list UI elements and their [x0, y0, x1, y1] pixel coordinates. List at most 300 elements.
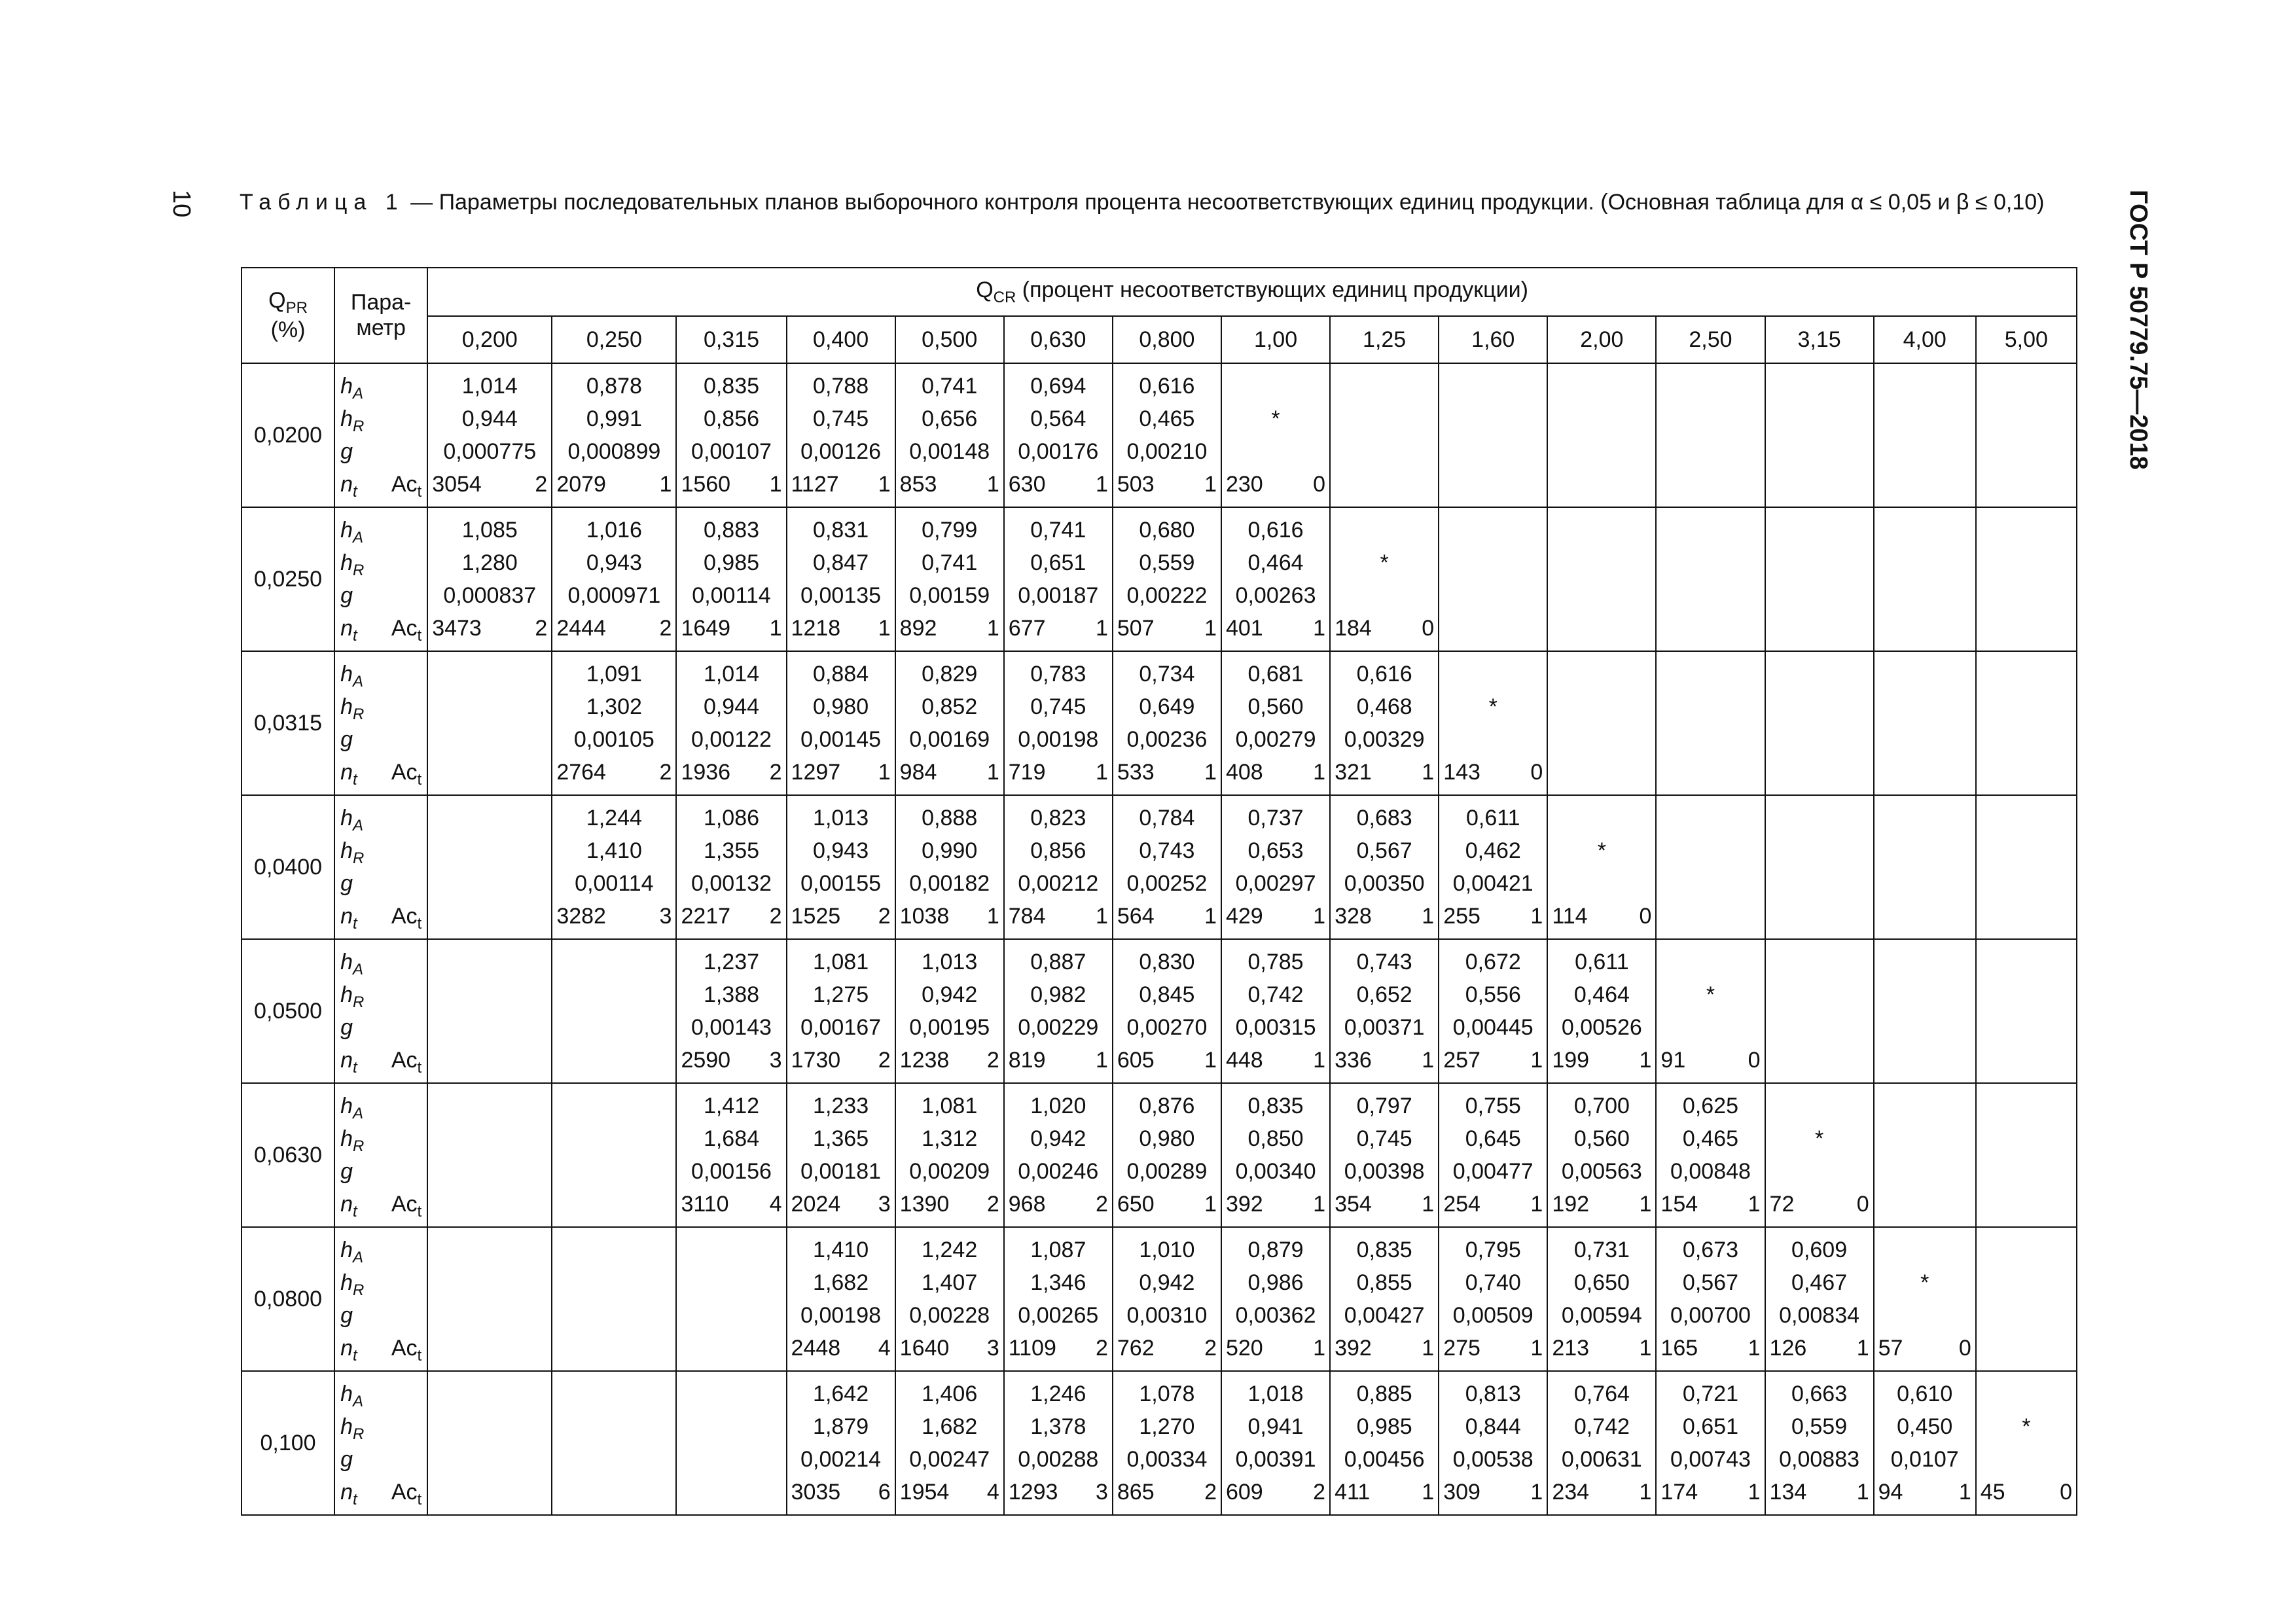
param-sub: R — [353, 1425, 365, 1443]
value-hR: 0,985 — [703, 550, 760, 575]
data-cell — [895, 1227, 1004, 1371]
data-cell — [1439, 1371, 1547, 1515]
value-n: 2448 — [791, 1336, 841, 1361]
n-ac-line — [1222, 756, 1329, 789]
value-n: 234 — [1552, 1480, 1590, 1505]
data-cell — [1765, 1227, 1874, 1371]
value-g: 0,00834 — [1779, 1303, 1860, 1328]
value-g: 0,00176 — [1018, 439, 1099, 464]
data-cell — [676, 507, 786, 651]
value-hR: 0,652 — [1356, 982, 1412, 1007]
value-n: 411 — [1335, 1480, 1371, 1505]
data-cell — [1439, 1083, 1547, 1227]
data-cell — [787, 795, 895, 939]
value-ac: 1 — [769, 472, 782, 497]
value-hR: 0,559 — [1791, 1414, 1848, 1439]
value-n: 605 — [1117, 1048, 1155, 1073]
value-g: 0,00181 — [800, 1159, 882, 1184]
value-g: 0,00236 — [1126, 727, 1208, 752]
value-g: 0,00263 — [1235, 583, 1316, 608]
value-g: 0,00212 — [1018, 871, 1099, 896]
value-ac: 2 — [878, 1048, 891, 1073]
value-hA: 1,642 — [813, 1382, 869, 1406]
value-n: 719 — [1008, 760, 1046, 785]
blank-line — [1657, 946, 1764, 978]
n-ac-line — [1439, 900, 1547, 933]
table-row — [242, 363, 2077, 507]
value-hR: 0,462 — [1465, 838, 1521, 863]
data-cell — [1765, 939, 1874, 1083]
value-hA: 1,086 — [703, 806, 760, 830]
qcr-column-header: 4,00 — [1874, 316, 1976, 363]
value-n: 1560 — [681, 472, 731, 497]
standard-code: ГОСТ Р 50779.75—2018 — [2125, 190, 2152, 470]
data-cell — [1221, 363, 1330, 507]
value-n: 408 — [1225, 760, 1263, 785]
value-g: 0,00198 — [800, 1303, 882, 1328]
qpr-value: 0,0315 — [242, 651, 334, 795]
param-ac: $Ac_t$ — [391, 472, 422, 501]
value-hR: 0,980 — [813, 694, 869, 719]
param-line — [340, 802, 427, 834]
data-cell — [427, 939, 552, 1083]
value-hR: 0,740 — [1465, 1270, 1521, 1295]
param-sub: t — [353, 1058, 357, 1077]
data-cell — [676, 363, 786, 507]
value-n: 134 — [1769, 1480, 1807, 1505]
value-n: 192 — [1552, 1192, 1590, 1217]
qpr-unit: (%) — [270, 317, 306, 342]
qcr-column-header: 1,60 — [1439, 316, 1547, 363]
data-cell — [1656, 939, 1765, 1083]
value-g: 0,00848 — [1670, 1159, 1751, 1184]
value-g: 0,00391 — [1235, 1447, 1316, 1472]
n-ac-line — [1874, 1332, 1975, 1364]
data-cell — [1330, 795, 1439, 939]
value-hA: 1,018 — [1247, 1382, 1304, 1406]
value-hA: 0,731 — [1573, 1238, 1630, 1262]
data-cell — [1330, 1371, 1439, 1515]
param-symbol: h — [340, 982, 353, 1007]
value-hR: 0,745 — [1356, 1126, 1412, 1151]
data-cell — [1656, 651, 1765, 795]
value-hR: 1,270 — [1139, 1414, 1195, 1439]
value-g: 0,00246 — [1018, 1159, 1099, 1184]
star-mark: * — [1706, 982, 1715, 1007]
value-hR: 1,388 — [703, 982, 760, 1007]
param-symbol: h — [340, 406, 353, 431]
value-hA: 0,616 — [1139, 374, 1195, 399]
n-ac-line — [1331, 612, 1438, 645]
value-hA: 0,681 — [1247, 662, 1304, 687]
blank-line — [1548, 802, 1655, 834]
data-cell — [1113, 939, 1221, 1083]
value-ac: 1 — [1204, 472, 1217, 497]
value-hA: 0,783 — [1030, 662, 1086, 687]
value-n: 72 — [1769, 1192, 1795, 1217]
value-n: 1127 — [791, 472, 839, 497]
param-sub: R — [353, 849, 365, 867]
value-ac: 1 — [1748, 1480, 1761, 1505]
n-ac-line — [1657, 1476, 1764, 1508]
value-g: 0,00594 — [1561, 1303, 1642, 1328]
n-ac-line — [1113, 612, 1221, 645]
n-ac-line — [677, 612, 785, 645]
data-cell — [1439, 651, 1547, 795]
n-ac-line — [787, 1332, 895, 1364]
value-ac: 1 — [986, 616, 999, 641]
value-g: 0,00252 — [1126, 871, 1208, 896]
value-g: 0,00229 — [1018, 1015, 1099, 1040]
data-cell — [1874, 1083, 1976, 1227]
value-n: 257 — [1443, 1048, 1480, 1073]
n-ac-line — [677, 756, 785, 789]
value-ac: 1 — [1313, 1336, 1326, 1361]
param-symbol: g — [340, 871, 353, 896]
data-cell — [1547, 1227, 1656, 1371]
value-ac: 2 — [769, 904, 782, 929]
value-ac: 1 — [1639, 1480, 1652, 1505]
value-g: 0,00700 — [1670, 1303, 1751, 1328]
value-g: 0,00210 — [1126, 439, 1208, 464]
value-hA: 0,737 — [1247, 806, 1304, 830]
param-symbol: g — [340, 439, 353, 464]
param-line — [340, 658, 427, 690]
n-ac-line — [1222, 468, 1329, 501]
value-ac: 1 — [1204, 904, 1217, 929]
data-cell — [1113, 1227, 1221, 1371]
n-ac-line — [552, 756, 675, 789]
n-ac-line — [1222, 900, 1329, 933]
value-n: 154 — [1660, 1192, 1698, 1217]
param-labels — [334, 1227, 427, 1371]
value-hA: 0,788 — [813, 374, 869, 399]
data-cell — [1221, 1083, 1330, 1227]
data-cell — [895, 1371, 1004, 1515]
value-n: 328 — [1335, 904, 1372, 929]
value-n: 1109 — [1008, 1336, 1056, 1361]
value-hA: 0,700 — [1573, 1094, 1630, 1118]
value-n: 3282 — [556, 904, 606, 929]
qcr-column-header: 2,50 — [1656, 316, 1765, 363]
value-hR: 0,645 — [1465, 1126, 1521, 1151]
param-symbol: h — [340, 694, 353, 719]
value-ac: 1 — [1313, 1048, 1326, 1073]
param-sub: A — [353, 672, 364, 690]
value-hA: 0,673 — [1682, 1238, 1739, 1262]
value-ac: 1 — [1958, 1480, 1971, 1505]
value-ac: 1 — [1422, 1048, 1435, 1073]
value-hR: 0,742 — [1247, 982, 1304, 1007]
data-cell — [1330, 939, 1439, 1083]
data-cell — [1547, 1083, 1656, 1227]
param-sub: t — [353, 914, 357, 933]
param-symbol: g — [340, 1159, 353, 1184]
param-sub: A — [353, 816, 364, 834]
value-g: 0,00631 — [1561, 1447, 1642, 1472]
value-n: 254 — [1443, 1192, 1480, 1217]
value-n: 762 — [1117, 1336, 1155, 1361]
value-hR: 0,941 — [1247, 1414, 1304, 1439]
value-ac: 2 — [878, 904, 891, 929]
table-row — [242, 939, 2077, 1083]
data-cell — [1221, 651, 1330, 795]
value-hA: 1,013 — [922, 950, 978, 974]
value-ac: 4 — [878, 1336, 891, 1361]
qcr-column-header: 1,25 — [1330, 316, 1439, 363]
value-g: 0,00214 — [800, 1447, 882, 1472]
value-ac: 2 — [1204, 1480, 1217, 1505]
data-cell — [1547, 1371, 1656, 1515]
value-hR: 1,378 — [1030, 1414, 1086, 1439]
value-hA: 0,883 — [703, 518, 760, 543]
value-g: 0,00209 — [909, 1159, 990, 1184]
qpr-value: 0,0250 — [242, 507, 334, 651]
value-n: 275 — [1443, 1336, 1480, 1361]
n-ac-line — [1766, 1332, 1873, 1364]
value-ac: 3 — [878, 1192, 891, 1217]
value-g: 0,00334 — [1126, 1447, 1208, 1472]
data-cell — [1330, 651, 1439, 795]
value-hA: 0,616 — [1356, 662, 1412, 687]
blank-line — [1766, 1090, 1873, 1122]
n-ac-line — [1439, 1188, 1547, 1221]
n-ac-line — [1005, 1476, 1112, 1508]
param-labels — [334, 939, 427, 1083]
value-ac: 2 — [986, 1048, 999, 1073]
data-cell — [552, 363, 676, 507]
n-ac-line — [896, 1044, 1003, 1077]
param-line — [340, 579, 427, 612]
data-cell — [1765, 651, 1874, 795]
value-g: 0,00105 — [573, 727, 655, 752]
n-ac-line — [552, 900, 675, 933]
value-ac: 1 — [1530, 1336, 1543, 1361]
n-ac-line — [1113, 1188, 1221, 1221]
n-ac-line — [787, 756, 895, 789]
n-ac-line — [1113, 1476, 1221, 1508]
value-ac: 1 — [1639, 1192, 1652, 1217]
blank-line — [1977, 1378, 2076, 1410]
qpr-value: 0,0800 — [242, 1227, 334, 1371]
n-ac-line — [787, 900, 895, 933]
data-cell — [1976, 795, 2077, 939]
value-g: 0,00182 — [909, 871, 990, 896]
value-hR: 1,275 — [813, 982, 869, 1007]
param-line — [340, 1011, 427, 1044]
value-hR: 1,312 — [922, 1126, 978, 1151]
value-hR: 0,560 — [1247, 694, 1304, 719]
data-cell — [1874, 507, 1976, 651]
value-n: 45 — [1980, 1480, 2005, 1505]
value-ac: 1 — [1095, 472, 1108, 497]
data-cell — [1221, 1227, 1330, 1371]
param-ac-sub: t — [417, 1202, 422, 1221]
data-cell — [1330, 507, 1439, 651]
value-hA: 0,876 — [1139, 1094, 1195, 1118]
data-cell — [1004, 507, 1113, 651]
value-ac: 1 — [1095, 904, 1108, 929]
value-hA: 0,609 — [1791, 1238, 1848, 1262]
data-cell — [1656, 795, 1765, 939]
value-hA: 0,721 — [1682, 1382, 1739, 1406]
value-hA: 1,013 — [813, 806, 869, 830]
param-line — [340, 468, 427, 501]
value-g: 0,00198 — [1018, 727, 1099, 752]
value-ac: 3 — [986, 1336, 999, 1361]
value-g: 0,00297 — [1235, 871, 1316, 896]
value-ac: 0 — [1313, 472, 1326, 497]
n-ac-line — [787, 1044, 895, 1077]
n-ac-line — [428, 612, 551, 645]
value-n: 3035 — [791, 1480, 841, 1505]
value-n: 401 — [1225, 616, 1263, 641]
n-ac-line — [1657, 1332, 1764, 1364]
value-n: 165 — [1660, 1336, 1698, 1361]
value-hR: 0,982 — [1030, 982, 1086, 1007]
param-labels — [334, 651, 427, 795]
value-n: 3110 — [681, 1192, 729, 1217]
value-hA: 0,741 — [1030, 518, 1086, 543]
value-hA: 1,410 — [813, 1238, 869, 1262]
n-ac-line — [1766, 1188, 1873, 1221]
data-cell — [1004, 1083, 1113, 1227]
value-n: 321 — [1335, 760, 1372, 785]
n-ac-line — [787, 1476, 895, 1508]
blank-line — [1331, 579, 1438, 612]
param-symbol: h — [340, 1238, 353, 1262]
value-hA: 0,611 — [1465, 806, 1520, 830]
value-n: 1038 — [899, 904, 950, 929]
n-ac-line — [1331, 756, 1438, 789]
table-row — [242, 651, 2077, 795]
value-ac: 1 — [1422, 760, 1435, 785]
value-hR: 0,986 — [1247, 1270, 1304, 1295]
value-hR: 0,944 — [703, 694, 760, 719]
value-n: 609 — [1225, 1480, 1263, 1505]
value-n: 1954 — [899, 1480, 950, 1505]
value-ac: 1 — [1639, 1048, 1652, 1073]
data-cell — [1439, 1227, 1547, 1371]
n-ac-line — [1331, 1476, 1438, 1508]
value-n: 230 — [1225, 472, 1263, 497]
param-line — [340, 370, 427, 402]
param-line — [340, 690, 427, 723]
value-hA: 0,884 — [813, 662, 869, 687]
data-cell — [1547, 651, 1656, 795]
value-ac: 2 — [535, 472, 548, 497]
value-hR: 0,845 — [1139, 982, 1195, 1007]
param-line — [340, 867, 427, 900]
value-hR: 0,855 — [1356, 1270, 1412, 1295]
param-line — [340, 1044, 427, 1077]
value-hA: 0,663 — [1791, 1382, 1848, 1406]
value-g: 0,00114 — [692, 583, 771, 608]
blank-line — [1766, 1155, 1873, 1188]
data-cell — [787, 507, 895, 651]
blank-line — [1222, 370, 1329, 402]
data-cell — [1976, 1371, 2077, 1515]
qcr-column-header: 0,800 — [1113, 316, 1221, 363]
value-n: 1640 — [899, 1336, 950, 1361]
data-cell — [1113, 1371, 1221, 1515]
param-line — [340, 1090, 427, 1122]
value-n: 520 — [1225, 1336, 1263, 1361]
n-ac-line — [787, 1188, 895, 1221]
qcr-column-header: 0,630 — [1004, 316, 1113, 363]
n-ac-line — [1113, 468, 1221, 501]
value-hR: 0,450 — [1897, 1414, 1953, 1439]
value-ac: 0 — [1856, 1192, 1869, 1217]
qcr-column-header: 3,15 — [1765, 316, 1874, 363]
param-line — [340, 546, 427, 579]
data-cell — [552, 939, 676, 1083]
param-sub: R — [353, 993, 365, 1011]
data-cell — [676, 1371, 786, 1515]
value-ac: 0 — [1958, 1336, 1971, 1361]
param-ac-sub: t — [417, 770, 422, 789]
n-ac-line — [1331, 1188, 1438, 1221]
value-n: 784 — [1008, 904, 1046, 929]
blank-line — [1874, 1234, 1975, 1266]
qcr-symbol: Q — [976, 277, 994, 302]
value-ac: 0 — [1748, 1048, 1761, 1073]
value-hA: 1,091 — [586, 662, 642, 687]
param-sub: t — [353, 1490, 357, 1508]
value-g: 0,00350 — [1344, 871, 1425, 896]
value-n: 2024 — [791, 1192, 841, 1217]
value-hA: 0,799 — [922, 518, 978, 543]
value-n: 91 — [1660, 1048, 1686, 1073]
value-g: 0,00563 — [1561, 1159, 1642, 1184]
n-ac-line — [1113, 900, 1221, 933]
n-ac-line — [1005, 468, 1112, 501]
param-line — [340, 1378, 427, 1410]
data-cell — [427, 1083, 552, 1227]
n-ac-line — [1113, 756, 1221, 789]
param-symbol: n — [340, 616, 353, 641]
data-cell — [676, 651, 786, 795]
n-ac-line — [1005, 612, 1112, 645]
value-hA: 0,888 — [922, 806, 978, 830]
value-n: 2444 — [556, 616, 606, 641]
value-hA: 1,246 — [1030, 1382, 1086, 1406]
value-ac: 6 — [878, 1480, 891, 1505]
data-cell — [787, 1227, 895, 1371]
value-g: 0,00371 — [1344, 1015, 1425, 1040]
data-cell — [552, 507, 676, 651]
value-hA: 0,887 — [1030, 950, 1086, 974]
value-hA: 0,755 — [1465, 1094, 1521, 1118]
param-line — [340, 435, 427, 468]
n-ac-line — [552, 612, 675, 645]
param-symbol: h — [340, 662, 353, 687]
value-ac: 0 — [1422, 616, 1435, 641]
value-hA: 1,081 — [922, 1094, 978, 1118]
value-hR: 0,944 — [461, 406, 518, 431]
n-ac-line — [1874, 1476, 1975, 1508]
data-cell — [1656, 1083, 1765, 1227]
value-hR: 0,559 — [1139, 550, 1195, 575]
qcr-column-header: 0,250 — [552, 316, 676, 363]
value-g: 0,00289 — [1126, 1159, 1208, 1184]
value-hA: 1,233 — [813, 1094, 869, 1118]
value-hA: 0,694 — [1030, 374, 1086, 399]
param-sub: R — [353, 561, 365, 579]
value-ac: 2 — [1313, 1480, 1326, 1505]
value-n: 1936 — [681, 760, 731, 785]
value-n: 1297 — [791, 760, 841, 785]
